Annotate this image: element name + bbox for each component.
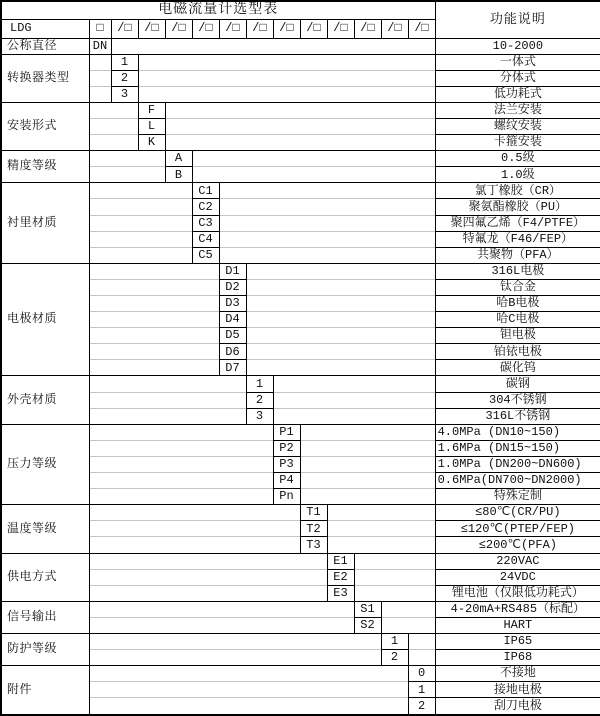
- gap-cell: [300, 424, 435, 440]
- model-slash-box: /□: [192, 19, 219, 38]
- category-label: 供电方式: [1, 553, 89, 601]
- option-description: 1.0MPa (DN200~DN600): [435, 456, 600, 472]
- gap-cell: [354, 553, 435, 569]
- spec-row: [1, 650, 600, 666]
- option-description: 特殊定制: [435, 489, 600, 505]
- gap-cell: [89, 505, 300, 521]
- gap-cell: [89, 135, 138, 151]
- option-description: 0.5级: [435, 151, 600, 167]
- spec-row: [1, 118, 600, 134]
- option-code: A: [165, 151, 192, 167]
- gap-cell: [89, 279, 219, 295]
- model-prefix: LDG: [1, 19, 89, 38]
- gap-cell: [246, 344, 435, 360]
- option-description: 4-20mA+RS485（标配）: [435, 601, 600, 617]
- option-code: D5: [219, 328, 246, 344]
- category-label: 精度等级: [1, 151, 89, 183]
- category-label: 压力等级: [1, 424, 89, 504]
- option-description: 哈B电极: [435, 296, 600, 312]
- model-slash-box: /□: [219, 19, 246, 38]
- option-description: 316L不锈钢: [435, 408, 600, 424]
- gap-cell: [89, 489, 273, 505]
- spec-row: [1, 521, 600, 537]
- gap-cell: [89, 537, 300, 553]
- gap-cell: [138, 70, 435, 86]
- gap-cell: [89, 231, 192, 247]
- gap-cell: [273, 408, 435, 424]
- spec-row: [1, 312, 600, 328]
- spec-row: [1, 167, 600, 183]
- option-description: 10-2000: [435, 38, 600, 54]
- option-description: 哈C电极: [435, 312, 600, 328]
- category-label: 外壳材质: [1, 376, 89, 424]
- gap-cell: [89, 215, 192, 231]
- model-slash-box: /□: [381, 19, 408, 38]
- option-description: ≤120℃(PTEP/FEP): [435, 521, 600, 537]
- option-description: 氯丁橡胶（CR）: [435, 183, 600, 199]
- option-description: 碳钢: [435, 376, 600, 392]
- option-code: Pn: [273, 489, 300, 505]
- gap-cell: [327, 505, 435, 521]
- model-first-box: □: [89, 19, 111, 38]
- spec-row: [1, 569, 600, 585]
- spec-row: [1, 698, 600, 715]
- option-description: 不接地: [435, 666, 600, 682]
- gap-cell: [408, 650, 435, 666]
- spec-row: [1, 360, 600, 376]
- option-code: L: [138, 118, 165, 134]
- spec-row: [1, 135, 600, 151]
- spec-row: [1, 392, 600, 408]
- gap-cell: [89, 118, 138, 134]
- gap-cell: [89, 698, 408, 715]
- option-description: 铂铱电极: [435, 344, 600, 360]
- option-description: 聚氨酯橡胶（PU）: [435, 199, 600, 215]
- gap-cell: [89, 392, 246, 408]
- model-slash-box: /□: [138, 19, 165, 38]
- option-description: 特氟龙（F46/FEP）: [435, 231, 600, 247]
- spec-row: [1, 199, 600, 215]
- option-description: HART: [435, 617, 600, 633]
- gap-cell: [165, 118, 435, 134]
- option-code: C5: [192, 247, 219, 263]
- gap-cell: [89, 666, 408, 682]
- gap-cell: [89, 456, 273, 472]
- model-slash-box: /□: [165, 19, 192, 38]
- option-description: 24VDC: [435, 569, 600, 585]
- option-code: 2: [381, 650, 408, 666]
- gap-cell: [327, 537, 435, 553]
- gap-cell: [89, 360, 219, 376]
- spec-row: [1, 489, 600, 505]
- option-description: IP65: [435, 633, 600, 649]
- spec-row: [1, 247, 600, 263]
- category-label: 温度等级: [1, 505, 89, 553]
- gap-cell: [246, 328, 435, 344]
- gap-cell: [192, 167, 435, 183]
- model-slash-box: /□: [408, 19, 435, 38]
- model-slash-box: /□: [111, 19, 138, 38]
- gap-cell: [354, 585, 435, 601]
- option-description: 接地电极: [435, 682, 600, 698]
- model-slash-box: /□: [246, 19, 273, 38]
- option-code: 3: [111, 86, 138, 102]
- option-description: ≤80℃(CR/PU): [435, 505, 600, 521]
- gap-cell: [165, 102, 435, 118]
- gap-cell: [89, 424, 273, 440]
- category-label: 防护等级: [1, 633, 89, 665]
- option-code: C3: [192, 215, 219, 231]
- gap-cell: [89, 151, 165, 167]
- gap-cell: [89, 601, 354, 617]
- spec-row: [1, 601, 600, 617]
- option-code: P2: [273, 440, 300, 456]
- option-code: D2: [219, 279, 246, 295]
- gap-cell: [89, 682, 408, 698]
- gap-cell: [219, 215, 435, 231]
- gap-cell: [246, 296, 435, 312]
- option-code: D4: [219, 312, 246, 328]
- option-code: S1: [354, 601, 381, 617]
- gap-cell: [89, 70, 111, 86]
- option-code: T2: [300, 521, 327, 537]
- option-description: 共聚物（PFA）: [435, 247, 600, 263]
- option-description: 304不锈钢: [435, 392, 600, 408]
- option-description: 220VAC: [435, 553, 600, 569]
- gap-cell: [89, 263, 219, 279]
- gap-cell: [89, 617, 354, 633]
- spec-row: [1, 376, 600, 392]
- gap-cell: [327, 521, 435, 537]
- spec-row: [1, 456, 600, 472]
- model-slash-box: /□: [273, 19, 300, 38]
- spec-row: [1, 38, 600, 54]
- option-code: E3: [327, 585, 354, 601]
- gap-cell: [354, 569, 435, 585]
- spec-row: [1, 70, 600, 86]
- option-description: 刮刀电极: [435, 698, 600, 715]
- option-code: D6: [219, 344, 246, 360]
- option-code: 0: [408, 666, 435, 682]
- spec-row: [1, 408, 600, 424]
- option-code: 1: [408, 682, 435, 698]
- option-description: 分体式: [435, 70, 600, 86]
- gap-cell: [381, 617, 435, 633]
- option-code: T3: [300, 537, 327, 553]
- spec-row: [1, 263, 600, 279]
- spec-row: [1, 440, 600, 456]
- spec-row: [1, 473, 600, 489]
- spec-row: [1, 183, 600, 199]
- option-code: F: [138, 102, 165, 118]
- category-label: 公称直径: [1, 38, 89, 54]
- option-description: 聚四氟乙烯（F4/PTFE）: [435, 215, 600, 231]
- gap-cell: [138, 54, 435, 70]
- spec-row: [1, 537, 600, 553]
- category-label: 电极材质: [1, 263, 89, 376]
- gap-cell: [89, 650, 381, 666]
- gap-cell: [300, 473, 435, 489]
- option-description: 法兰安装: [435, 102, 600, 118]
- option-description: 0.6MPa(DN700~DN2000): [435, 473, 600, 489]
- gap-cell: [273, 392, 435, 408]
- spec-row: [1, 231, 600, 247]
- gap-cell: [246, 312, 435, 328]
- option-code: 1: [246, 376, 273, 392]
- gap-cell: [89, 102, 138, 118]
- option-code: P4: [273, 473, 300, 489]
- gap-cell: [89, 553, 327, 569]
- option-code: D7: [219, 360, 246, 376]
- gap-cell: [89, 569, 327, 585]
- gap-cell: [89, 296, 219, 312]
- option-description: 锂电池（仅限低功耗式）: [435, 585, 600, 601]
- gap-cell: [300, 456, 435, 472]
- gap-cell: [192, 151, 435, 167]
- gap-cell: [89, 633, 381, 649]
- gap-cell: [89, 328, 219, 344]
- option-code: 2: [246, 392, 273, 408]
- option-description: 4.0MPa (DN10~150): [435, 424, 600, 440]
- gap-cell: [273, 376, 435, 392]
- option-code: E1: [327, 553, 354, 569]
- gap-cell: [89, 408, 246, 424]
- category-label: 安装形式: [1, 102, 89, 150]
- gap-cell: [89, 167, 165, 183]
- option-description: 碳化钨: [435, 360, 600, 376]
- option-code: P1: [273, 424, 300, 440]
- option-code: C1: [192, 183, 219, 199]
- gap-cell: [300, 489, 435, 505]
- option-description: 1.0级: [435, 167, 600, 183]
- option-code: C2: [192, 199, 219, 215]
- spec-row: [1, 54, 600, 70]
- model-slash-box: /□: [354, 19, 381, 38]
- option-description: 钽电极: [435, 328, 600, 344]
- spec-row: [1, 617, 600, 633]
- option-code: 1: [381, 633, 408, 649]
- gap-cell: [138, 86, 435, 102]
- title-row: [1, 1, 600, 19]
- option-code: DN: [89, 38, 111, 54]
- category-label: 转换器类型: [1, 54, 89, 102]
- option-description: IP68: [435, 650, 600, 666]
- option-description: 低功耗式: [435, 86, 600, 102]
- option-code: B: [165, 167, 192, 183]
- gap-cell: [219, 183, 435, 199]
- table-title: 电磁流量计选型表: [158, 1, 279, 18]
- gap-cell: [246, 279, 435, 295]
- option-code: T1: [300, 505, 327, 521]
- spec-row: [1, 215, 600, 231]
- gap-cell: [89, 440, 273, 456]
- spec-row: [1, 344, 600, 360]
- option-code: E2: [327, 569, 354, 585]
- gap-cell: [89, 376, 246, 392]
- option-description: 螺纹安装: [435, 118, 600, 134]
- option-code: 3: [246, 408, 273, 424]
- option-code: 1: [111, 54, 138, 70]
- gap-cell: [300, 440, 435, 456]
- option-code: P3: [273, 456, 300, 472]
- gap-cell: [89, 521, 300, 537]
- option-code: 2: [408, 698, 435, 715]
- gap-cell: [89, 54, 111, 70]
- option-code: C4: [192, 231, 219, 247]
- gap-cell: [246, 263, 435, 279]
- gap-cell: [89, 183, 192, 199]
- category-label: 附件: [1, 666, 89, 715]
- option-code: 2: [111, 70, 138, 86]
- spec-row: [1, 633, 600, 649]
- gap-cell: [219, 247, 435, 263]
- gap-cell: [89, 585, 327, 601]
- spec-row: [1, 102, 600, 118]
- category-label: 衬里材质: [1, 183, 89, 263]
- option-code: K: [138, 135, 165, 151]
- gap-cell: [89, 344, 219, 360]
- spec-row: [1, 585, 600, 601]
- gap-cell: [89, 199, 192, 215]
- option-description: 卡箍安装: [435, 135, 600, 151]
- gap-cell: [111, 38, 435, 54]
- spec-row: [1, 279, 600, 295]
- option-description: ≤200℃(PFA): [435, 537, 600, 553]
- spec-row: [1, 86, 600, 102]
- gap-cell: [89, 86, 111, 102]
- option-code: D3: [219, 296, 246, 312]
- spec-row: [1, 666, 600, 682]
- spec-row: [1, 424, 600, 440]
- spec-row: [1, 505, 600, 521]
- gap-cell: [165, 135, 435, 151]
- option-description: 316L电极: [435, 263, 600, 279]
- function-column-header: 功能说明: [435, 1, 600, 38]
- spec-row: [1, 553, 600, 569]
- gap-cell: [89, 473, 273, 489]
- gap-cell: [246, 360, 435, 376]
- option-code: S2: [354, 617, 381, 633]
- spec-row: [1, 296, 600, 312]
- gap-cell: [381, 601, 435, 617]
- model-slash-box: /□: [300, 19, 327, 38]
- model-slash-box: /□: [327, 19, 354, 38]
- gap-cell: [219, 231, 435, 247]
- option-code: D1: [219, 263, 246, 279]
- gap-cell: [219, 199, 435, 215]
- gap-cell: [408, 633, 435, 649]
- category-label: 信号输出: [1, 601, 89, 633]
- option-description: 1.6MPa (DN15~150): [435, 440, 600, 456]
- spec-row: [1, 151, 600, 167]
- option-description: 一体式: [435, 54, 600, 70]
- spec-row: [1, 328, 600, 344]
- spec-row: [1, 682, 600, 698]
- option-description: 钛合金: [435, 279, 600, 295]
- gap-cell: [89, 312, 219, 328]
- gap-cell: [89, 247, 192, 263]
